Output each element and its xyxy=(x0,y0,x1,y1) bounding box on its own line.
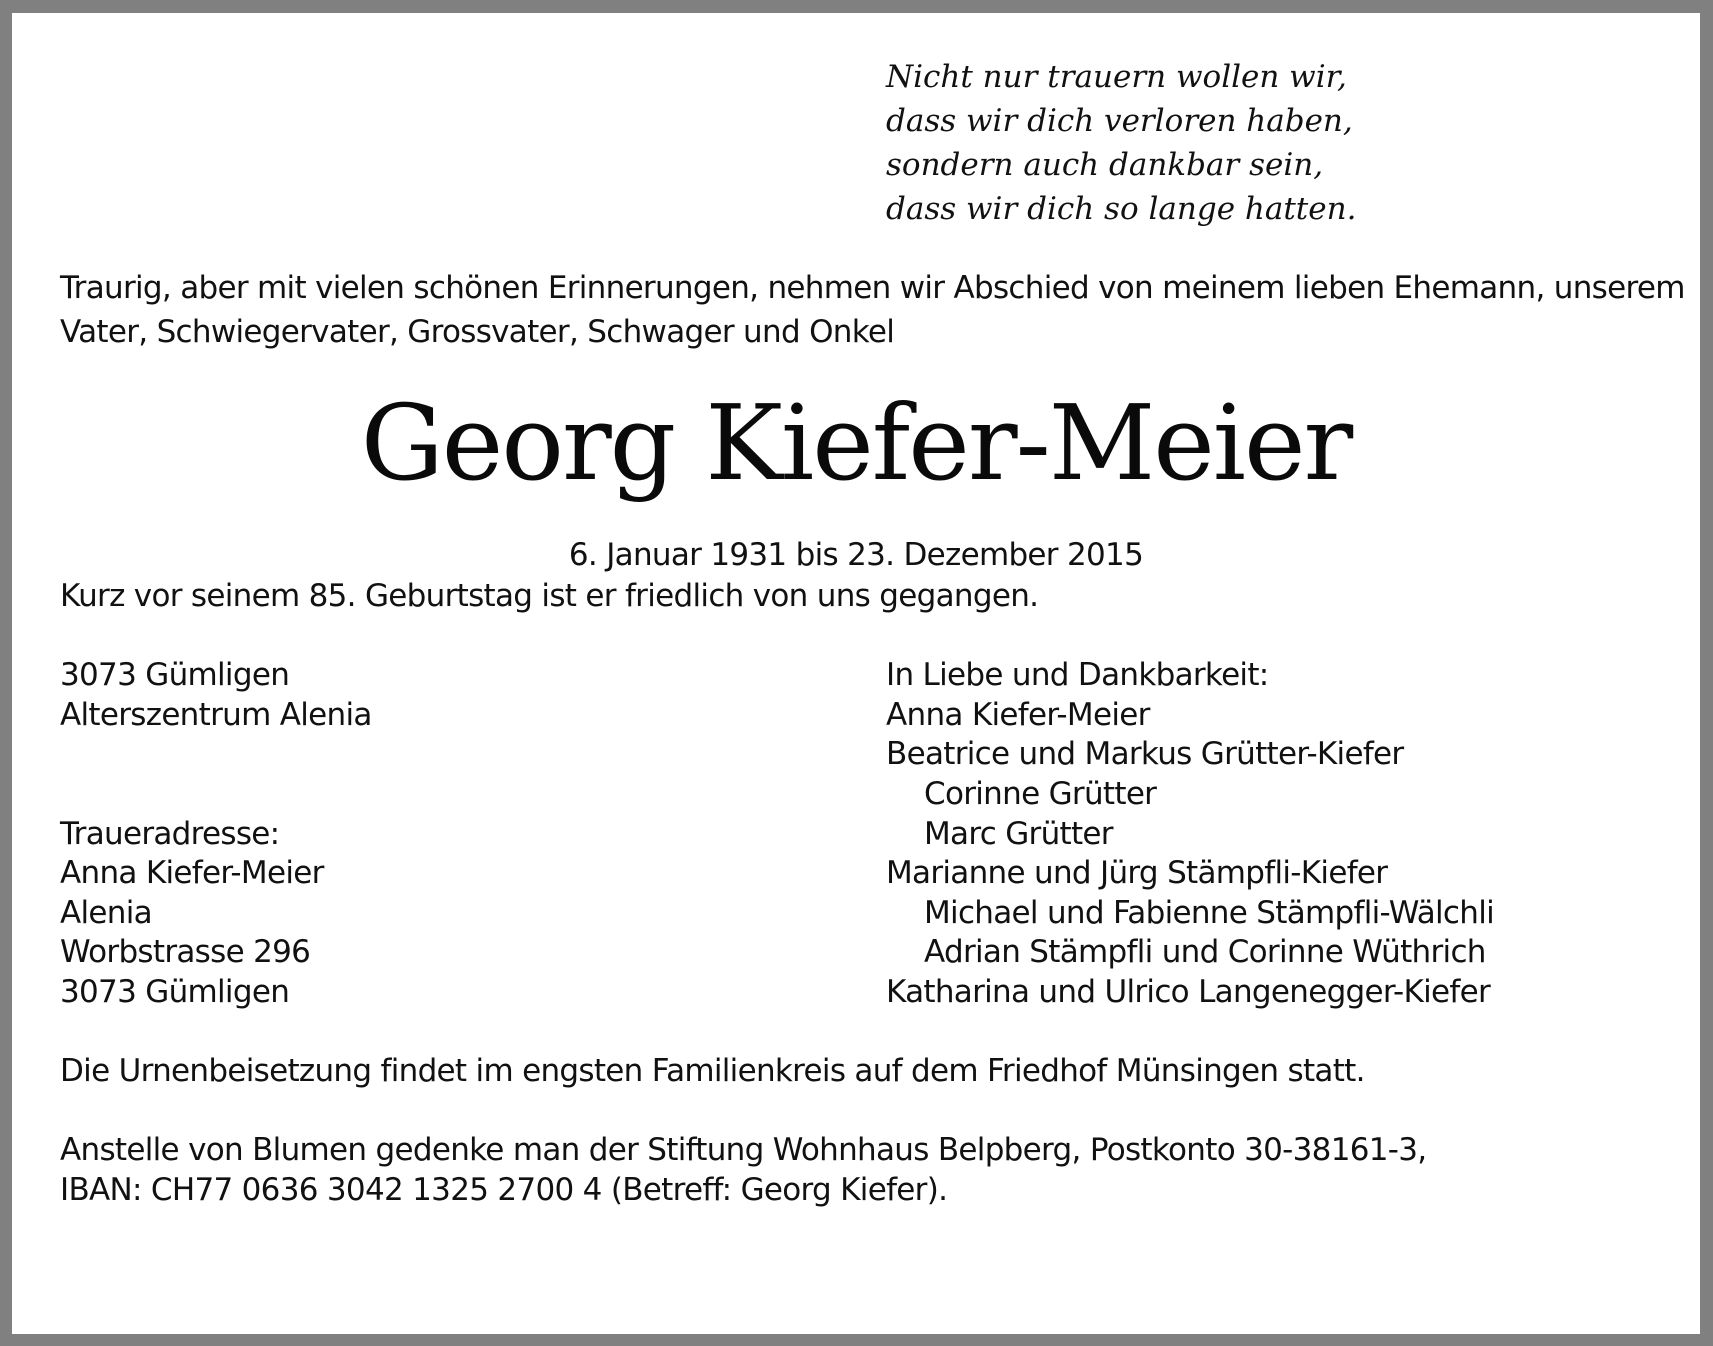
verse-line: Nicht nur trauern wollen wir, xyxy=(886,59,1347,95)
mourner-entry: Anna Kiefer-Meier xyxy=(886,697,1150,733)
mourner-entry: Beatrice und Markus Grütter-Kiefer xyxy=(886,736,1404,772)
intro-line: Traurig, aber mit vielen schönen Erinnerungen, nehmen wir Abschied von meinem lieben Ehemann, unserem xyxy=(60,270,1685,306)
obituary-notice xyxy=(12,13,1700,1334)
donation-line: IBAN: CH77 0636 3042 1325 2700 4 (Betreff: Georg Kiefer). xyxy=(60,1172,948,1208)
mourner-entry: Adrian Stämpfli und Corinne Wüthrich xyxy=(924,934,1486,970)
verse-line: dass wir dich verloren haben, xyxy=(886,103,1353,139)
mourner-entry: Katharina und Ulrico Langenegger-Kiefer xyxy=(886,974,1490,1010)
mourning-address-institution: Alenia xyxy=(60,895,152,931)
mourners-heading: In Liebe und Dankbarkeit: xyxy=(886,657,1269,693)
passing-note: Kurz vor seinem 85. Geburtstag ist er friedlich von uns gegangen. xyxy=(60,578,1039,614)
mourning-address-city: 3073 Gümligen xyxy=(60,974,290,1010)
deceased-name: Georg Kiefer-Meier xyxy=(360,382,1352,504)
life-dates: 6. Januar 1931 bis 23. Dezember 2015 xyxy=(568,537,1144,573)
intro-line: Vater, Schwiegervater, Grossvater, Schwager und Onkel xyxy=(60,314,895,350)
residence-city: 3073 Gümligen xyxy=(60,657,290,693)
mourner-entry: Michael und Fabienne Stämpfli-Wälchli xyxy=(924,895,1495,931)
mourner-entry: Marc Grütter xyxy=(924,816,1113,852)
mourning-address-label: Traueradresse: xyxy=(60,816,280,852)
mourner-entry: Corinne Grütter xyxy=(924,776,1157,812)
memorial-verse xyxy=(886,55,1356,231)
verse-line: dass wir dich so lange hatten. xyxy=(886,191,1357,227)
mourning-address-name: Anna Kiefer-Meier xyxy=(60,855,324,891)
burial-note: Die Urnenbeisetzung findet im engsten Familienkreis auf dem Friedhof Münsingen statt. xyxy=(60,1053,1365,1089)
residence-place: Alterszentrum Alenia xyxy=(60,697,372,733)
verse-line: sondern auch dankbar sein, xyxy=(886,147,1324,183)
mourner-entry: Marianne und Jürg Stämpfli-Kiefer xyxy=(886,855,1388,891)
mourning-address-street: Worbstrasse 296 xyxy=(60,934,311,970)
intro-paragraph xyxy=(60,266,1685,354)
donation-line: Anstelle von Blumen gedenke man der Stiftung Wohnhaus Belpberg, Postkonto 30-38161-3, xyxy=(60,1132,1427,1168)
